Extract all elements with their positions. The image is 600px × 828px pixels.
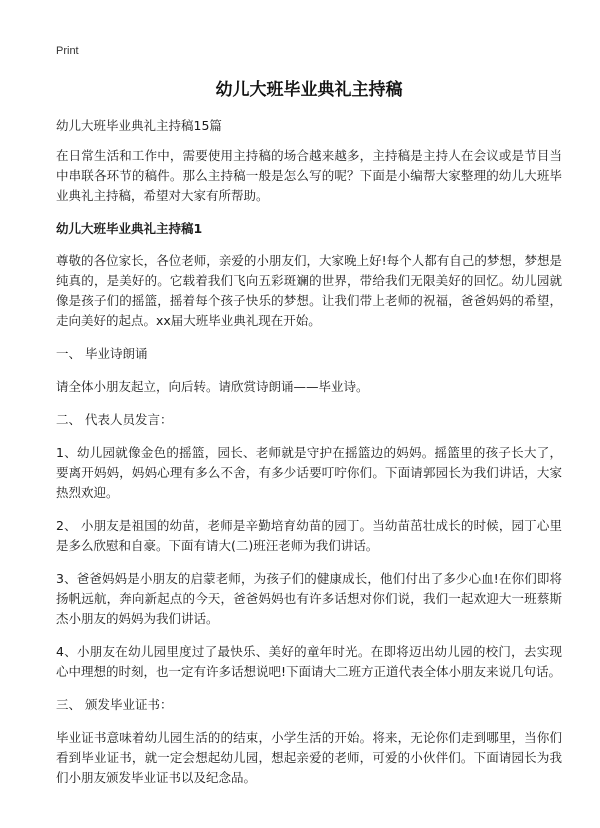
opening-paragraph: 尊敬的各位家长，各位老师，亲爱的小朋友们，大家晚上好!每个人都有自己的梦想，梦想是纯真的，是美好的。它载着我们飞向五彩斑斓的世界，带给我们无限美好的回忆。幼儿园就像是孩子们的摇篮，摇着每个孩子快乐的梦想。让我们带上老师的祝福，爸爸妈妈的希望，走向美好的起点。xx届大班毕业典礼现在开始。 [56, 253, 562, 328]
part1-label: 一、 毕业诗朗诵 [56, 346, 148, 361]
speech-3-paragraph: 3、爸爸妈妈是小朋友的启蒙老师，为孩子们的健康成长，他们付出了多少心血!在你们即将扬帆远航，奔向新起点的今天，爸爸妈妈也有许多话想对你们说，我们一起欢迎大一班蔡斯杰小朋友的妈妈为我们讲话。 [56, 571, 562, 626]
section-heading: 幼儿大班毕业典礼主持稿1 [56, 221, 203, 236]
print-link[interactable]: Print [56, 45, 79, 57]
part3-label: 三、 颁发毕业证书： [56, 697, 173, 712]
certificate-paragraph: 毕业证书意味着幼儿园生活的的结束，小学生活的开始。将来，无论你们走到哪里，当你们看到毕业证书，就一定会想起幼儿园，想起亲爱的老师，可爱的小伙伴们。下面请园长为我们小朋友颁发毕业证书以及纪念品。 [56, 730, 562, 785]
speech-2-paragraph: 2、 小朋友是祖国的幼苗，老师是辛勤培育幼苗的园丁。当幼苗茁壮成长的时候，园丁心里是多么欣慰和自豪。下面有请大(二)班汪老师为我们讲话。 [56, 518, 562, 553]
document-subtitle: 幼儿大班毕业典礼主持稿15篇 [56, 118, 222, 133]
part1-text: 请全体小朋友起立，向后转。请欣赏诗朗诵——毕业诗。 [56, 379, 369, 394]
page-title: 幼儿大班毕业典礼主持稿 [215, 80, 403, 100]
intro-paragraph: 在日常生活和工作中，需要使用主持稿的场合越来越多，主持稿是主持人在会议或是节目当中串联各环节的稿件。那么主持稿一般是怎么写的呢？下面是小编帮大家整理的幼儿大班毕业典礼主持稿，希望对大家有所帮助。 [56, 148, 562, 203]
speech-4-paragraph: 4、小朋友在幼儿园里度过了最快乐、美好的童年时光。在即将迈出幼儿园的校门，去实现心中理想的时刻，也一定有许多话想说吧!下面请大二班方正道代表全体小朋友来说几句话。 [56, 644, 562, 679]
part2-label: 二、 代表人员发言： [56, 412, 173, 427]
speech-1-paragraph: 1、幼儿园就像金色的摇篮，园长、老师就是守护在摇篮边的妈妈。摇篮里的孩子长大了，要离开妈妈，妈妈心理有多么不舍，有多少话要叮咛你们。下面请郭园长为我们讲话，大家热烈欢迎。 [56, 445, 562, 500]
